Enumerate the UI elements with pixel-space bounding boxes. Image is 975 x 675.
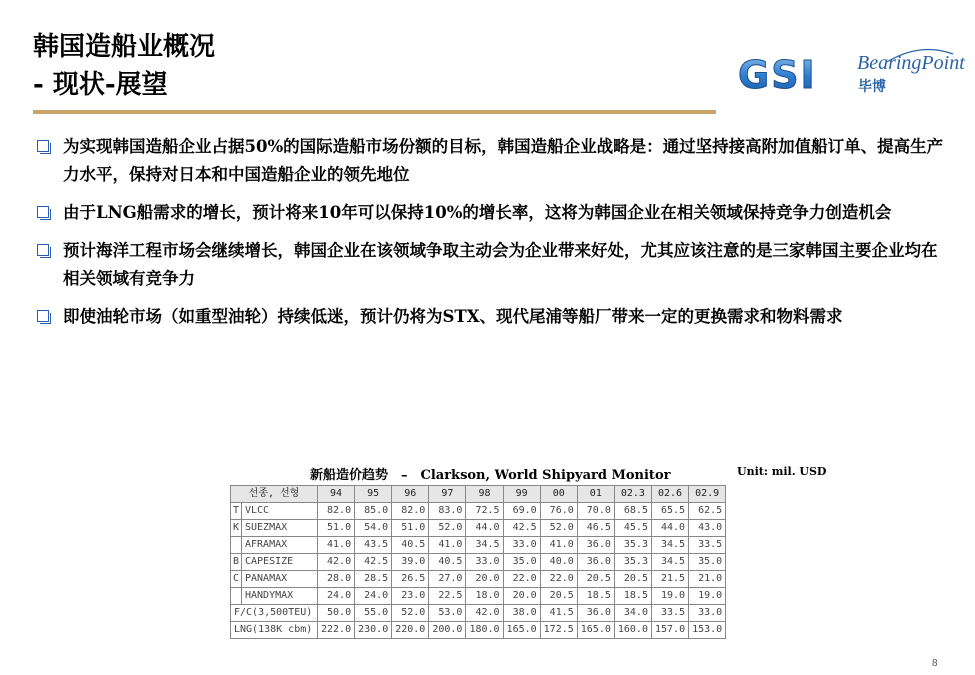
table-cell: 23.0 [392, 588, 429, 605]
bullet-text: 预计海洋工程市场会继续增长，韩国企业在该领域争取主动会为企业带来好处，尤其应该注意的是三家韩国主要企业均在相关领域有竞争力 [63, 241, 938, 288]
table-row [231, 520, 726, 537]
header-cell-year: 96 [392, 486, 429, 503]
table-cell: 82.0 [392, 503, 429, 520]
header-cell-year: 98 [466, 486, 503, 503]
table-cell: 65.5 [651, 503, 688, 520]
table-cell: 24.0 [318, 588, 355, 605]
row-label: PANAMAX [242, 571, 318, 588]
table-cell: 34.5 [651, 554, 688, 571]
table-cell: 28.5 [355, 571, 392, 588]
table-cell: 54.0 [355, 520, 392, 537]
table-cell: 72.5 [466, 503, 503, 520]
table-cell: 230.0 [355, 622, 392, 639]
table-cell: 40.5 [392, 537, 429, 554]
header-cell-year: 02.6 [651, 486, 688, 503]
table-cell: 42.0 [318, 554, 355, 571]
table-cell: 52.0 [540, 520, 577, 537]
table-cell: 21.5 [651, 571, 688, 588]
table-cell: 165.0 [577, 622, 614, 639]
table-cell: 26.5 [392, 571, 429, 588]
table-cell: 33.0 [689, 605, 726, 622]
table-cell: 19.0 [651, 588, 688, 605]
table-row [231, 571, 726, 588]
table-cell: 36.0 [577, 554, 614, 571]
table-cell: 70.0 [577, 503, 614, 520]
row-label: F/C(3,500TEU) [231, 605, 318, 622]
table-cell: 43.5 [355, 537, 392, 554]
header-cell-year: 01 [577, 486, 614, 503]
title-divider [33, 110, 716, 114]
table-cell: 27.0 [429, 571, 466, 588]
table-cell: 20.0 [466, 571, 503, 588]
table-cell: 22.0 [540, 571, 577, 588]
row-group [231, 588, 242, 605]
header-cell-year: 02.9 [689, 486, 726, 503]
header-cell-year: 00 [540, 486, 577, 503]
header-cell-year: 94 [318, 486, 355, 503]
table-cell: 51.0 [318, 520, 355, 537]
table-cell: 34.5 [651, 537, 688, 554]
table-title: 新船造价趋势 – Clarkson, World Shipyard Monitor [310, 468, 671, 483]
row-label: SUEZMAX [242, 520, 318, 537]
table-cell: 41.0 [540, 537, 577, 554]
table-row [231, 588, 726, 605]
row-group: B [231, 554, 242, 571]
table-cell: 69.0 [503, 503, 540, 520]
table-cell: 39.0 [392, 554, 429, 571]
table-cell: 34.5 [466, 537, 503, 554]
table-cell: 28.0 [318, 571, 355, 588]
gsi-bearingpoint-logo [735, 52, 965, 98]
row-group: T [231, 503, 242, 520]
table-cell: 33.5 [689, 537, 726, 554]
table-cell: 222.0 [318, 622, 355, 639]
title-line-2: - 现状-展望 [33, 70, 168, 100]
table-cell: 51.0 [392, 520, 429, 537]
table-cell: 160.0 [614, 622, 651, 639]
table-cell: 19.0 [689, 588, 726, 605]
table-cell: 33.5 [651, 605, 688, 622]
row-group: C [231, 571, 242, 588]
checkbox-bullet-icon [37, 140, 49, 152]
table-row [231, 503, 726, 520]
table-cell: 35.0 [503, 554, 540, 571]
table-cell: 35.3 [614, 537, 651, 554]
header-cell-year: 02.3 [614, 486, 651, 503]
page-number: 8 [932, 658, 938, 669]
bullet-item [33, 303, 948, 331]
checkbox-bullet-icon [37, 206, 49, 218]
table-row [231, 554, 726, 571]
table-cell: 52.0 [429, 520, 466, 537]
table-cell: 24.0 [355, 588, 392, 605]
ship-price-table [230, 485, 726, 639]
bullet-text: 即使油轮市场（如重型油轮）持续低迷，预计仍将为STX、现代尾浦等船厂带来一定的更换需求和物料需求 [63, 307, 843, 326]
table-cell: 44.0 [466, 520, 503, 537]
unit-label: Unit: mil. USD [737, 465, 827, 478]
table-cell: 153.0 [689, 622, 726, 639]
bearingpoint-text: BearingPoint [857, 52, 965, 74]
page-title [33, 28, 215, 104]
bullet-list [33, 133, 948, 341]
table-row [231, 605, 726, 622]
table-row [231, 622, 726, 639]
table-cell: 18.5 [577, 588, 614, 605]
table-cell: 35.0 [689, 554, 726, 571]
row-label: LNG(138K cbm) [231, 622, 318, 639]
table-cell: 50.0 [318, 605, 355, 622]
table-cell: 33.0 [503, 537, 540, 554]
table-cell: 165.0 [503, 622, 540, 639]
header-cell-year: 99 [503, 486, 540, 503]
bearingpoint-cn-text: 毕博 [858, 79, 886, 95]
row-group: K [231, 520, 242, 537]
table-cell: 85.0 [355, 503, 392, 520]
checkbox-bullet-icon [37, 244, 49, 256]
table-cell: 20.5 [577, 571, 614, 588]
table-header-row [231, 486, 726, 503]
table-cell: 40.0 [540, 554, 577, 571]
table-cell: 68.5 [614, 503, 651, 520]
table-cell: 22.0 [503, 571, 540, 588]
table-cell: 220.0 [392, 622, 429, 639]
bullet-text: 由于LNG船需求的增长，预计将来10年可以保持10%的增长率，这将为韩国企业在相关领域保持竞争力创造机会 [63, 203, 892, 222]
table-cell: 83.0 [429, 503, 466, 520]
svg-text:GSI: GSI [738, 54, 817, 92]
header-cell-year: 97 [429, 486, 466, 503]
bullet-item [33, 199, 948, 227]
table-row [231, 537, 726, 554]
bullet-item [33, 237, 948, 293]
table-cell: 180.0 [466, 622, 503, 639]
gsi-logo-icon [735, 54, 850, 92]
table-cell: 41.0 [429, 537, 466, 554]
table-cell: 42.5 [503, 520, 540, 537]
table-cell: 42.5 [355, 554, 392, 571]
row-label: VLCC [242, 503, 318, 520]
table-cell: 172.5 [540, 622, 577, 639]
table-cell: 20.5 [614, 571, 651, 588]
table-cell: 41.5 [540, 605, 577, 622]
bullet-item [33, 133, 948, 189]
table-cell: 21.0 [689, 571, 726, 588]
row-label: CAPESIZE [242, 554, 318, 571]
table-cell: 38.0 [503, 605, 540, 622]
table-cell: 20.0 [503, 588, 540, 605]
table-cell: 200.0 [429, 622, 466, 639]
table-cell: 42.0 [466, 605, 503, 622]
table-cell: 44.0 [651, 520, 688, 537]
table-cell: 52.0 [392, 605, 429, 622]
header-cell-type: 선종, 선형 [231, 486, 318, 503]
header-cell-year: 95 [355, 486, 392, 503]
table-cell: 22.5 [429, 588, 466, 605]
table-cell: 18.0 [466, 588, 503, 605]
table-cell: 76.0 [540, 503, 577, 520]
table-cell: 20.5 [540, 588, 577, 605]
table-cell: 33.0 [466, 554, 503, 571]
table-cell: 36.0 [577, 537, 614, 554]
table-cell: 157.0 [651, 622, 688, 639]
table-cell: 53.0 [429, 605, 466, 622]
table-cell: 41.0 [318, 537, 355, 554]
table-cell: 43.0 [689, 520, 726, 537]
table-cell: 35.3 [614, 554, 651, 571]
title-line-1: 韩国造船业概况 [33, 32, 216, 62]
row-group [231, 537, 242, 554]
table-cell: 40.5 [429, 554, 466, 571]
table-cell: 46.5 [577, 520, 614, 537]
table-cell: 18.5 [614, 588, 651, 605]
table-cell: 34.0 [614, 605, 651, 622]
table-cell: 36.0 [577, 605, 614, 622]
table-body [231, 503, 726, 639]
table-cell: 62.5 [689, 503, 726, 520]
table-cell: 45.5 [614, 520, 651, 537]
checkbox-bullet-icon [37, 310, 49, 322]
table-cell: 82.0 [318, 503, 355, 520]
row-label: AFRAMAX [242, 537, 318, 554]
table-cell: 55.0 [355, 605, 392, 622]
row-label: HANDYMAX [242, 588, 318, 605]
bullet-text: 为实现韩国造船企业占据50%的国际造船市场份额的目标，韩国造船企业战略是：通过坚持接高附加值船订单、提高生产力水平，保持对日本和中国造船企业的领先地位 [63, 137, 944, 184]
